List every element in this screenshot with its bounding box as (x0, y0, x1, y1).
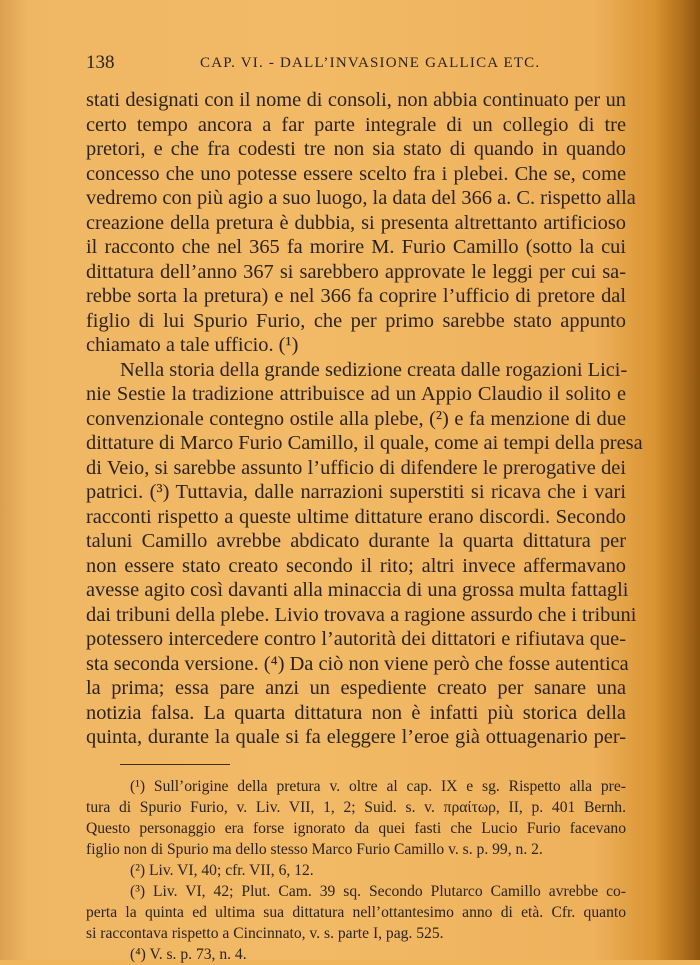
text-line: concesso che uno potesse essere scelto fra i plebei. Che se, come (86, 162, 626, 185)
text-line: stati designati con il nome di consoli, non abbia continuato per un (86, 89, 626, 111)
text-line: pretori, e che fra codesti tre non sia stato di quando in quando (86, 138, 626, 160)
page-number: 138 (86, 52, 115, 73)
footnote-line: perta la quinta ed ultima sua dittatura nell’ottantesimo anno di età. Cfr. quanto (86, 904, 626, 921)
running-title: CAP. VI. - DALL’INVASIONE GALLICA ETC. (200, 55, 541, 71)
footnote-line: (²) Liv. VI, 40; cfr. VII, 6, 12. (130, 862, 314, 879)
text-line: racconti rispetto a queste ultime dittature erano discordi. Secondo (86, 505, 626, 528)
footnote-line: tura di Spurio Furio, v. Liv. VII, 1, 2; Suid. s. v. πραίτωρ, II, p. 401 Bernh. (86, 799, 626, 816)
text-line: dittatura dell’anno 367 si sarebbero approvate le leggi per cui sa- (86, 260, 626, 283)
text-line: convenzionale contegno ostile alla plebe, (²) e fa menzione di due (86, 407, 626, 430)
text-line: chiamato a tale ufficio. (¹) (86, 334, 299, 356)
text-line: sta seconda versione. (⁴) Da ciò non viene però che fosse autentica (86, 652, 629, 675)
text-line: taluni Camillo avrebbe abdicato durante la quarta dittatura per (86, 530, 626, 552)
page-edge-shadow (654, 0, 700, 960)
text-line: avesse agito così davanti alla minaccia di una grossa multa fattagli (86, 579, 629, 601)
text-line: il racconto che nel 365 fa morire M. Furio Camillo (sotto la cui (86, 236, 626, 258)
footnote-line: (¹) Sull’origine della pretura v. oltre al cap. IX e sg. Rispetto alla pre- (130, 778, 626, 795)
text-line: vedremo con più agio a suo luogo, la data del 366 a. C. rispetto alla (86, 187, 636, 209)
text-line: certo tempo ancora a far parte integrale di un collegio di tre (86, 113, 626, 136)
text-line: dittature di Marco Furio Camillo, il quale, come ai tempi della presa (86, 432, 643, 454)
footnotes (86, 776, 626, 965)
text-line: la prima; essa pare anzi un espediente creato per sanare una (86, 677, 626, 699)
footnote-line: figlio non di Spurio ma dello stesso Marco Furio Camillo v. s. p. 99, n. 2. (86, 841, 543, 858)
text-line: non essere stato creato secondo il rito; altri invece affermavano (86, 554, 626, 577)
main-text (86, 88, 643, 750)
text-line: patrici. (³) Tuttavia, dalle narrazioni superstiti si ricava che i vari (86, 481, 626, 503)
footnote-line: Questo personaggio era forse ignorato da quei fasti che Lucio Furio facevano (86, 820, 626, 837)
footnote-line: (³) Liv. VI, 42; Plut. Cam. 39 sq. Secondo Plutarco Camillo avrebbe co- (130, 883, 626, 900)
text-line: quinta, durante la quale si fa eleggere l’eroe già ottuagenario per- (86, 726, 626, 748)
text-line: nie Sestie la tradizione attribuisce ad un Appio Claudio il solito e (86, 383, 626, 405)
footnote-line: (⁴) V. s. p. 73, n. 4. (130, 946, 247, 963)
text-line: notizia falsa. La quarta dittatura non è infatti più storica della (86, 701, 626, 724)
text-line: potessero intercedere contro l’autorità dei dittatori e rifiutava que- (86, 628, 626, 650)
running-header (86, 52, 626, 76)
text-line: Nella storia della grande sedizione creata dalle rogazioni Lici- (120, 358, 628, 381)
text-line: dai tribuni della plebe. Livio trovava a ragione assurdo che i tribuni (86, 603, 637, 626)
page-gutter-shadow (0, 0, 30, 960)
footnote-separator (120, 764, 230, 765)
text-line: creazione della pretura è dubbia, si presenta altrettanto artificioso (86, 211, 626, 234)
text-line: di Veio, si sarebbe assunto l’ufficio di difendere le prerogative dei (86, 456, 626, 479)
footnote-line: si raccontava rispetto a Cincinnato, v. s. parte I, pag. 525. (86, 925, 444, 942)
text-line: rebbe sorta la pretura) e nel 366 fa coprire l’ufficio di pretore dal (86, 285, 626, 307)
text-line: figlio di lui Spurio Furio, che per primo sarebbe stato appunto (86, 309, 626, 332)
